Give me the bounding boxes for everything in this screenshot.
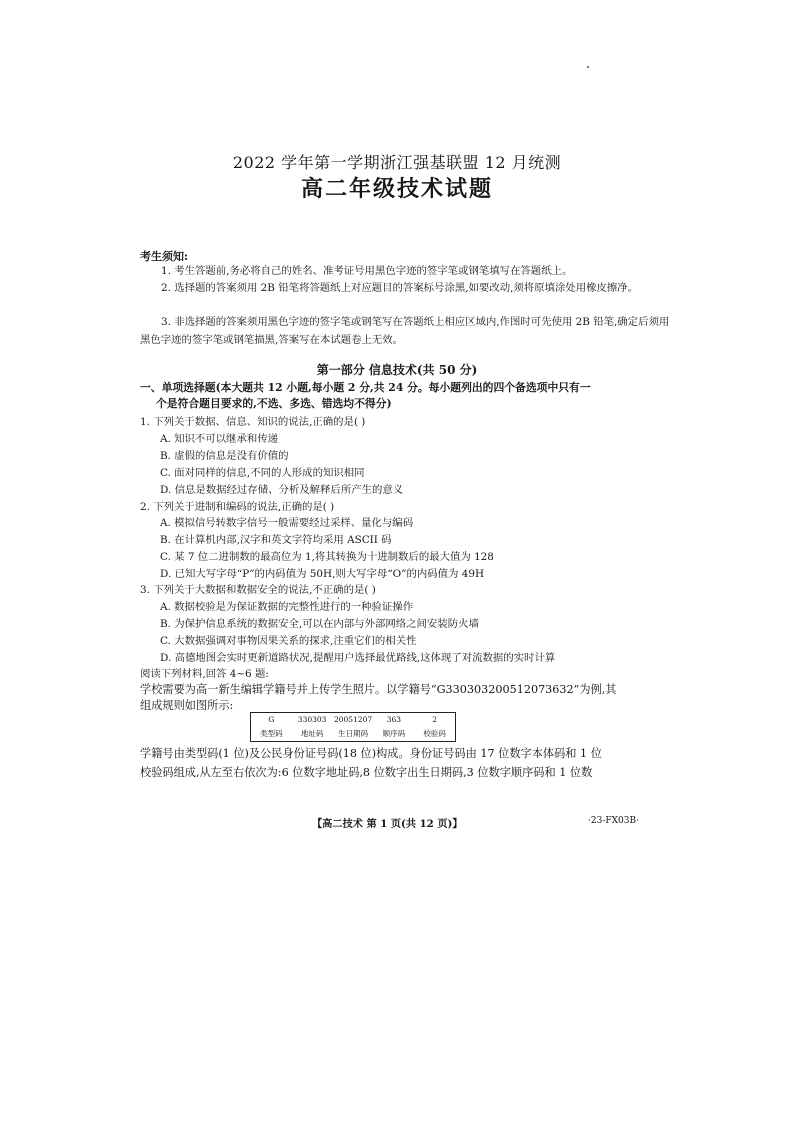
- exam-title-line2: 高二年级技术试题: [300, 176, 493, 202]
- section-instructions-line1: 一、单项选择题(本大题共 12 小题,每小题 2 分,共 24 分。每小题列出的四个备选项中只有一: [140, 381, 591, 394]
- question-3-option-a: A. 数据校验是为保证数据的完整性进行的一种验证操作: [160, 601, 414, 613]
- question-2-stem: 2. 下列关于进制和编码的说法,正确的是( ): [140, 501, 335, 513]
- code-address: 330303: [297, 715, 327, 724]
- material-para1-line1: 学校需要为高一新生编辑学籍号并上传学生照片。以学籍号“G330303200512073632”为例,其: [140, 683, 617, 696]
- code-type: G: [268, 715, 275, 724]
- notice-item-1: 1. 考生答题前,务必将自己的姓名、准考证号用黑色字迹的签字笔或钢笔填写在答题纸上。: [161, 265, 573, 277]
- question-1-option-c: C. 面对同样的信息,不同的人形成的知识相同: [160, 467, 365, 479]
- label-check: 校验码: [423, 729, 446, 738]
- question-3-option-d: D. 高德地图会实时更新道路状况,提醒用户选择最优路线,这体现了对流数据的实时计算: [160, 652, 556, 664]
- question-2-option-c: C. 某 7 位二进制数的最高位为 1,将其转换为十进制数后的最大值为 128: [160, 551, 494, 563]
- question-3-stem-emphasis: 不正确: [312, 584, 344, 596]
- label-address: 地址码: [300, 729, 324, 738]
- question-1-option-b: B. 虚假的信息是没有价值的: [160, 450, 289, 462]
- section-instructions-line2: 个是符合题目要求的,不选、多选、错选均不得分): [156, 397, 392, 410]
- code-check: 2: [432, 715, 438, 724]
- question-2-option-d: D. 已知大写字母“P”的内码值为 50H,则大写字母“O”的内码值为 49H: [160, 568, 484, 580]
- code-sequence: 363: [386, 715, 402, 724]
- question-3-stem-after: 的是( ): [343, 584, 376, 596]
- material-para2-line2: 校验码组成,从左至右依次为:6 位数字地址码,8 位数字出生日期码,3 位数字顺序码和 1 位数: [140, 766, 593, 779]
- notice-item-3: 3. 非选择题的答案须用黑色字迹的签字笔或钢笔写在答题纸上相应区域内,作图时可先使用 2B 铅笔,确定后须用黑色字迹的签字笔或钢笔描黑,答案写在本试题卷上无效。: [140, 316, 670, 346]
- question-1-option-a: A. 知识不可以继承和传递: [160, 433, 279, 445]
- material-para2-line1: 学籍号由类型码(1 位)及公民身份证号码(18 位)构成。身份证号码由 17 位数字本体码和 1 位: [140, 747, 602, 760]
- material-intro: 阅读下列材料,回答 4~6 题:: [140, 668, 269, 680]
- footer-page-info: 【高二技术 第 1 页(共 12 页)】: [312, 818, 463, 830]
- question-2-option-b: B. 在计算机内部,汉字和英文字符均采用 ASCII 码: [160, 534, 392, 546]
- question-1-option-d: D. 信息是数据经过存储、分析及解释后所产生的意义: [160, 484, 404, 496]
- label-type: 类型码: [260, 729, 283, 738]
- label-sequence: 顺序码: [382, 729, 406, 738]
- notice-item-2: 2. 选择题的答案须用 2B 铅笔将答题纸上对应题目的答案标号涂黑,如要改动,须将原填涂处用橡皮擦净。: [161, 282, 639, 294]
- label-birthdate: 生日期码: [338, 729, 369, 738]
- student-id-structure-table: [250, 712, 456, 742]
- footer-exam-code: ·23-FX03B·: [588, 816, 639, 826]
- code-labels-row: [251, 726, 456, 742]
- question-3-option-c: C. 大数据强调对事物因果关系的探求,注重它们的相关性: [160, 635, 417, 647]
- exam-title-line1: 2022 学年第一学期浙江强基联盟 12 月统测: [232, 153, 562, 172]
- part-title: 第一部分 信息技术(共 50 分): [316, 363, 478, 377]
- notice-heading: 考生须知:: [140, 250, 189, 263]
- material-para1-line2: 组成规则如图所示:: [140, 699, 234, 712]
- code-values-row: [251, 713, 456, 727]
- question-1-stem: 1. 下列关于数据、信息、知识的说法,正确的是( ): [140, 416, 366, 428]
- question-2-option-a: A. 模拟信号转数字信号一般需要经过采样、量化与编码: [160, 517, 414, 529]
- code-birthdate: 20051207: [333, 715, 373, 724]
- question-3-option-b: B. 为保护信息系统的数据安全,可以在内部与外部网络之间安装防火墙: [160, 618, 479, 630]
- scan-speck: [587, 66, 589, 68]
- question-3-stem-before: 3. 下列关于大数据和数据安全的说法,: [140, 584, 313, 596]
